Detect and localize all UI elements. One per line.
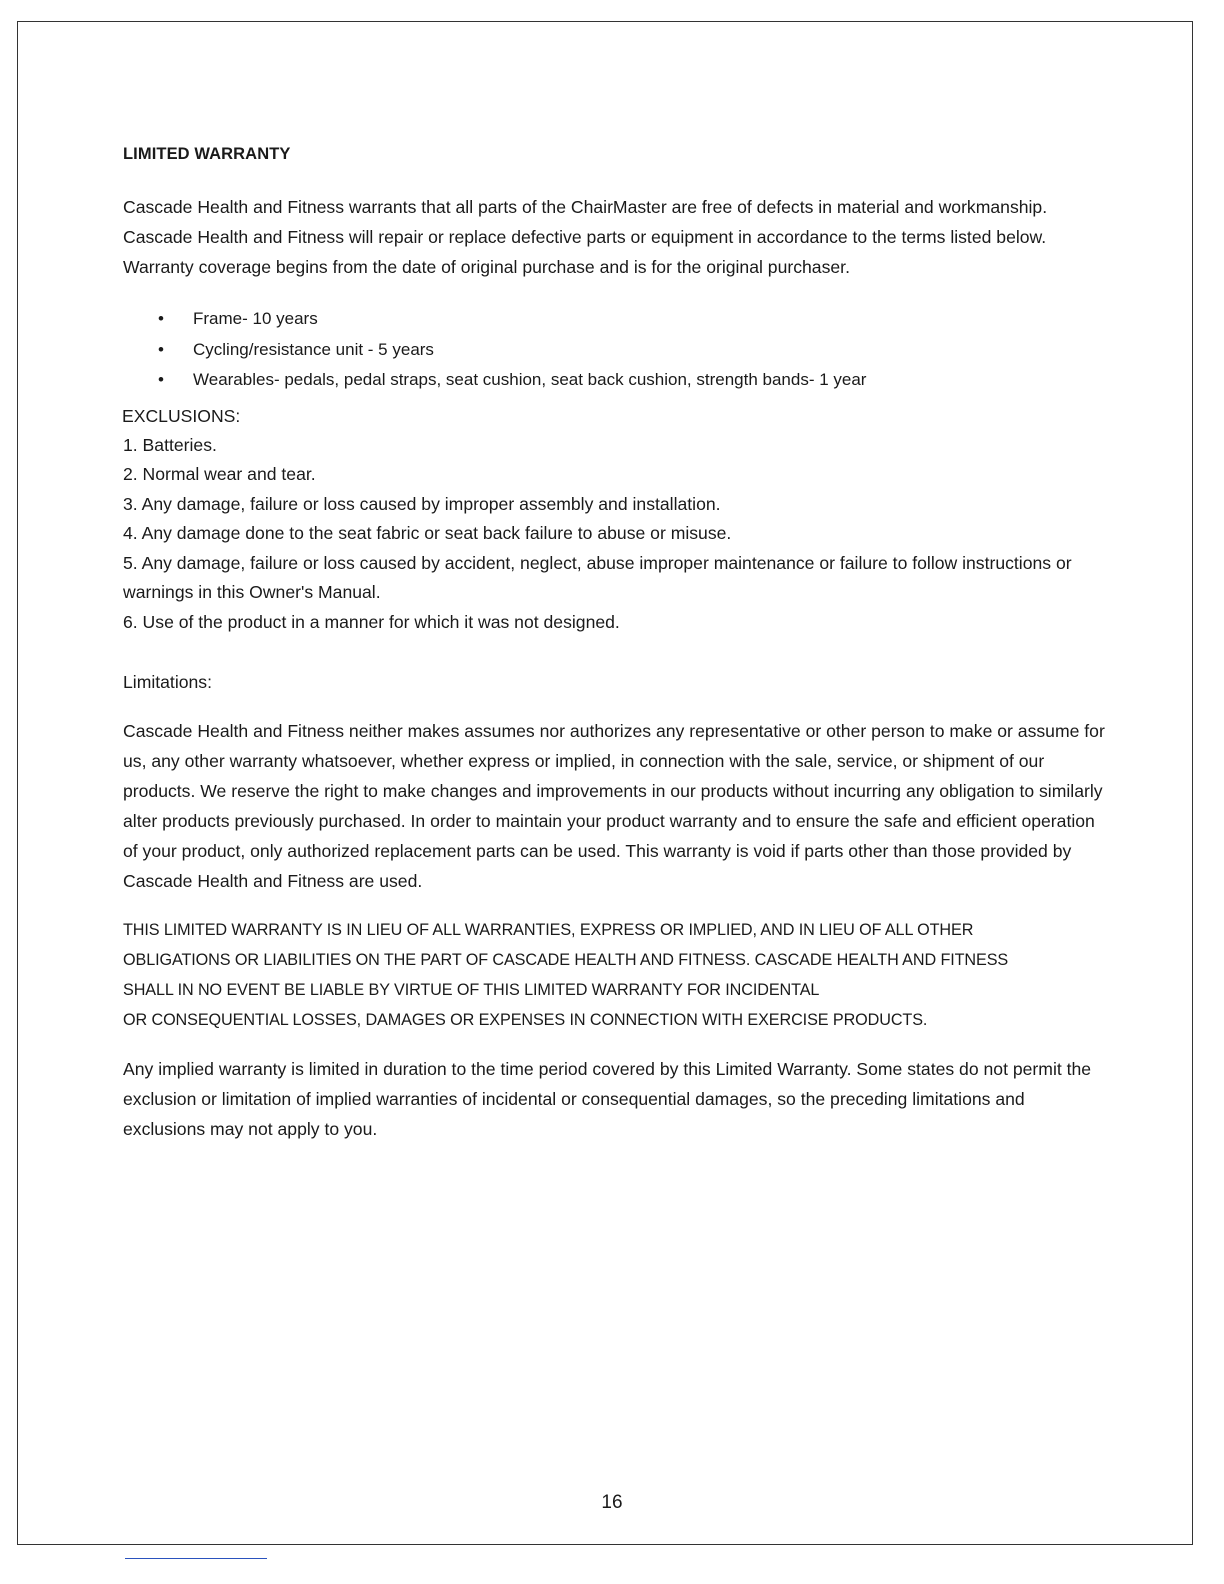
limitations-title: Limitations: [123,671,212,692]
disclaimer-line: OR CONSEQUENTIAL LOSSES, DAMAGES OR EXPENSES IN CONNECTION WITH EXERCISE PRODUCTS. [123,1010,928,1029]
page-title: LIMITED WARRANTY [123,145,291,163]
list-item [123,304,1108,335]
bullet-icon: • [158,370,164,389]
coverage-item-cycling-unit: Cycling/resistance unit - 5 years [193,339,434,359]
exclusion-item: 6. Use of the product in a manner for which it was not designed. [123,612,620,633]
exclusions-title: EXCLUSIONS: [122,405,241,426]
exclusions-list [123,431,1108,638]
disclaimer-line: OBLIGATIONS OR LIABILITIES ON THE PART OF CASCADE HEALTH AND FITNESS. CASCADE HEALTH AND FITNESS [123,950,1009,969]
coverage-item-wearables: Wearables- pedals, pedal straps, seat cushion, seat back cushion, strength bands- 1 year [193,370,867,389]
coverage-list [123,304,1108,396]
limitations-body: Cascade Health and Fitness neither makes assumes nor authorizes any representative or other person to make or assume for us, any other warranty whatsoever, whether express or implied, in connection with the sale, service, or shipment of our products. We reserve the right to make changes and improvements in our products without incurring any obligation to similarly alter products previously purchased. In order to maintain your product warranty and to ensure the safe and efficient operation of your product, only authorized replacement parts can be used. This warranty is void if parts other than those provided by Cascade Health and Fitness are used. [123,720,1105,891]
warranty-intro: Cascade Health and Fitness warrants that all parts of the ChairMaster are free of defects in material and workmanship. Cascade Health and Fitness will repair or replace defective parts or equipment in accordance to the terms listed below. Warranty coverage begins from the date of original purchase and is for the original purchaser. [123,197,1048,277]
exclusion-item: 5. Any damage, failure or loss caused by accident, neglect, abuse improper maintenance or failure to follow instructions or warnings in this Owner's Manual. [123,552,1072,603]
disclaimer-line: THIS LIMITED WARRANTY IS IN LIEU OF ALL WARRANTIES, EXPRESS OR IMPLIED, AND IN LIEU OF ALL OTHER [123,920,974,939]
list-item [123,365,1108,396]
footnote-divider [125,1558,267,1559]
bullet-icon: • [158,309,164,328]
exclusion-item: 3. Any damage, failure or loss caused by improper assembly and installation. [123,493,721,514]
exclusion-item: 4. Any damage done to the seat fabric or seat back failure to abuse or misuse. [123,523,732,544]
exclusion-item: 2. Normal wear and tear. [123,464,316,485]
disclaimer-caps [123,915,1108,1035]
list-item [123,335,1108,366]
bullet-icon: • [158,339,164,359]
warranty-content [123,143,1108,1144]
exclusion-item: 1. Batteries. [123,434,217,455]
disclaimer-line: SHALL IN NO EVENT BE LIABLE BY VIRTUE OF THIS LIMITED WARRANTY FOR INCIDENTAL [123,980,820,999]
coverage-item-frame: Frame- 10 years [193,309,318,328]
implied-warranty-paragraph: Any implied warranty is limited in duration to the time period covered by this Limited Warranty. Some states do not permit the exclusion or limitation of implied warranties of incidental or consequential damages, so the preceding limitations and exclusions may not apply to you. [123,1058,1092,1139]
page-number: 16 [601,1492,623,1513]
